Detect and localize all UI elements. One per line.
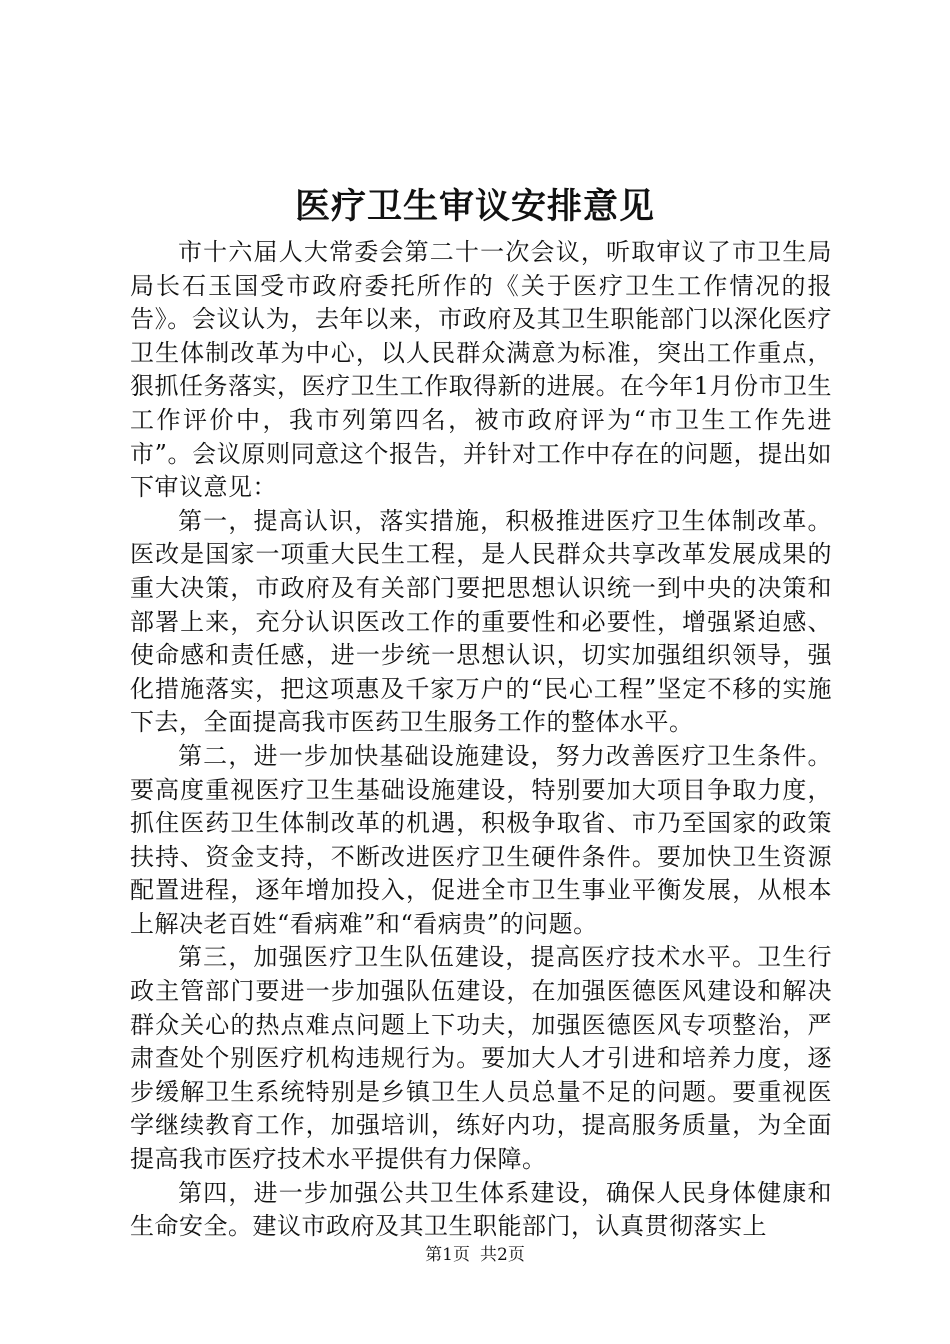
paragraph-point-one: 第一，提高认识，落实措施，积极推进医疗卫生体制改革。医改是国家一项重大民生工程，是人民群众共享改革发展成果的重大决策，市政府及有关部门要把思想认识统一到中央的决策和部署上来，充分认识医改工作的重要性和必要性，增强紧迫感、使命感和责任感，进一步统一思想认识，切实加强组织领导，强化措施落实，把这项惠及千家万户的“民心工程”坚定不移的实施下去，全面提高我市医药卫生服务工作的整体水平。: [130, 506, 832, 737]
paragraph-point-two: 第二，进一步加快基础设施建设，努力改善医疗卫生条件。要高度重视医疗卫生基础设施建设，特别要加大项目争取力度，抓住医药卫生体制改革的机遇，积极争取省、市乃至国家的政策扶持、资金支持，不断改进医疗卫生硬件条件。要加快卫生资源配置进程，逐年增加投入，促进全市卫生事业平衡发展，从根本上解决老百姓“看病难”和“看病贵”的问题。: [130, 741, 832, 938]
page-number-current: 第1页: [425, 1245, 470, 1265]
page-footer: [0, 1243, 950, 1267]
paragraph-point-three: 第三，加强医疗卫生队伍建设，提高医疗技术水平。卫生行政主管部门要进一步加强队伍建设，在加强医德医风建设和解决群众关心的热点难点问题上下功夫，加强医德医风专项整治，严肃查处个别医疗机构违规行为。要加大人才引进和培养力度，逐步缓解卫生系统特别是乡镇卫生人员总量不足的问题。要重视医学继续教育工作，加强培训，练好内功，提高服务质量，为全面提高我市医疗技术水平提供有力保障。: [130, 943, 832, 1174]
document-title: 医疗卫生审议安排意见: [294, 186, 655, 227]
paragraph-intro: 市十六届人大常委会第二十一次会议，听取审议了市卫生局局长石玉国受市政府委托所作的《关于医疗卫生工作情况的报告》。会议认为，去年以来，市政府及其卫生职能部门以深化医疗卫生体制改革为中心，以人民群众满意为标准，突出工作重点，狠抓任务落实，医疗卫生工作取得新的进展。在今年1月份市卫生工作评价中，我市列第四名，被市政府评为“市卫生工作先进市”。会议原则同意这个报告，并针对工作中存在的问题，提出如下审议意见：: [130, 238, 832, 502]
document-body: [130, 236, 832, 1244]
page-number-total: 共2页: [480, 1245, 525, 1265]
paragraph-point-four: 第四，进一步加强公共卫生体系建设，确保人民身体健康和生命安全。建议市政府及其卫生职能部门，认真贯彻落实上: [130, 1178, 832, 1241]
